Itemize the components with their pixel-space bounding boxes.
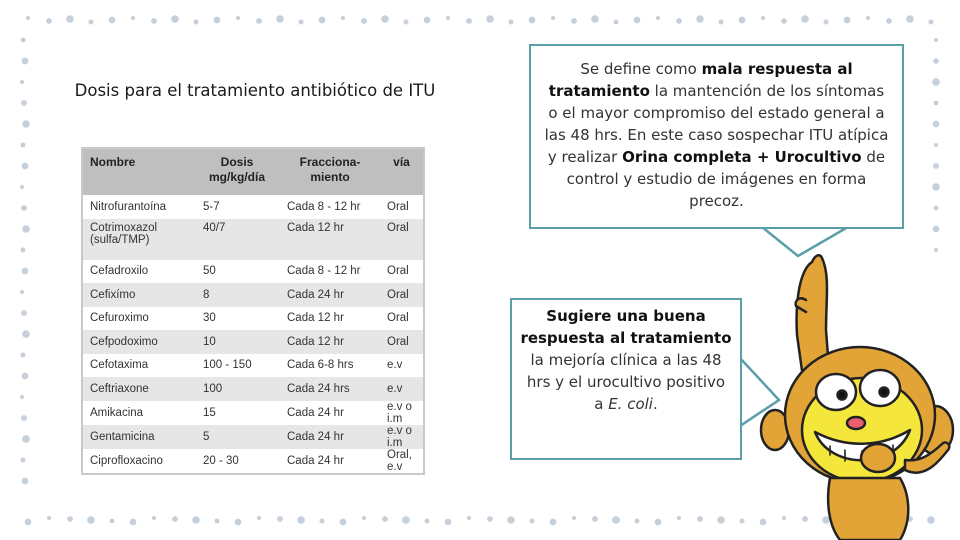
- cell-dosis: 15: [203, 406, 216, 419]
- cell-nombre: Cefotaxima: [90, 359, 149, 372]
- cell-dosis: 100 - 150: [203, 359, 252, 372]
- cell-via: Oral: [387, 265, 409, 278]
- cell-fraccionamiento: Cada 12 hr: [287, 312, 344, 325]
- cell-via: Oral: [387, 312, 409, 325]
- cell-nombre: Nitrofurantoína: [90, 200, 167, 213]
- cell-dosis: 10: [194, 330, 280, 354]
- cell-fraccionamiento: Cada 24 hr: [287, 406, 344, 419]
- cell-via: e.v: [387, 359, 403, 372]
- cell-dosis: 5-7: [203, 200, 220, 213]
- cell-nombre: Cotrimoxazol (sulfa/TMP): [82, 219, 194, 260]
- cell-via: Oral, e.v: [387, 448, 412, 473]
- page-title: Dosis para el tratamiento antibiótico de ITU: [74, 81, 436, 100]
- cell-dosis: 20 - 30: [203, 454, 239, 467]
- bubble-good-heading: Sugiere una buena respuesta al tratamiento: [520, 307, 732, 347]
- cell-nombre: Cefadroxilo: [90, 265, 149, 278]
- cell-fraccionamiento: Cada 8 - 12 hr: [287, 265, 361, 278]
- bubble-bad-bold-1: mala respuesta al tratamiento: [548, 60, 853, 100]
- cell-dosis: 50: [203, 265, 216, 278]
- cell-fraccionamiento: Cada 8 - 12 hr: [287, 200, 361, 213]
- cell-nombre: Cefpodoximo: [82, 330, 194, 354]
- cell-via: Oral: [380, 219, 424, 260]
- cell-via: Oral: [380, 330, 424, 354]
- header-nombre: Nombre: [82, 148, 194, 195]
- cell-dosis: 40/7: [194, 219, 280, 260]
- cell-via: e.v: [380, 377, 424, 401]
- cell-via: e.v o i.m: [387, 400, 412, 425]
- bubble-good-italic: E. coli: [608, 395, 653, 413]
- cell-via: Oral: [380, 283, 424, 307]
- cell-fraccionamiento: Cada 12 hr: [280, 330, 380, 354]
- cell-fraccionamiento: Cada 24 hr: [280, 425, 380, 449]
- cell-dosis: 30: [203, 312, 216, 325]
- cell-fraccionamiento: Cada 24 hr: [287, 454, 344, 467]
- bubble-bad-text-3: de control y estudio de imágenes en forma precoz.: [566, 148, 886, 210]
- bubble-good-text-1: la mejoría clínica a las 48 hrs y el urocultivo positivo a: [526, 351, 726, 413]
- cell-fraccionamiento: Cada 6-8 hrs: [287, 359, 354, 372]
- cell-nombre: Cefixímo: [82, 283, 194, 307]
- bubble-bad-text-2: la mantención de los síntomas o el mayor compromiso del estado general a las 48 hrs. En este caso sospechar ITU atípica y realizar: [544, 82, 889, 166]
- cell-fraccionamiento: Cada 24 hr: [280, 283, 380, 307]
- cell-nombre: Ceftriaxone: [82, 377, 194, 401]
- cell-dosis: 8: [194, 283, 280, 307]
- cell-via: e.v o i.m: [380, 425, 424, 449]
- header-fraccionamiento: Fracciona- miento: [280, 148, 380, 195]
- bubble-bad-text-1: Se define como: [580, 60, 702, 78]
- cell-nombre: Amikacina: [90, 406, 144, 419]
- header-via: vía: [380, 148, 424, 195]
- cell-via: Oral: [387, 200, 409, 213]
- cell-dosis: 5: [194, 425, 280, 449]
- cell-fraccionamiento: Cada 24 hrs: [280, 377, 380, 401]
- header-dosis: Dosis mg/kg/día: [194, 148, 280, 195]
- cell-fraccionamiento: Cada 12 hr: [280, 219, 380, 260]
- bubble-bad-bold-2: Orina completa + Urocultivo: [622, 148, 862, 166]
- cell-dosis: 100: [194, 377, 280, 401]
- cell-nombre: Cefuroximo: [90, 312, 149, 325]
- cell-nombre: Ciprofloxacino: [90, 454, 163, 467]
- cell-nombre: Gentamicina: [82, 425, 194, 449]
- bubble-good-text-2: .: [652, 395, 658, 413]
